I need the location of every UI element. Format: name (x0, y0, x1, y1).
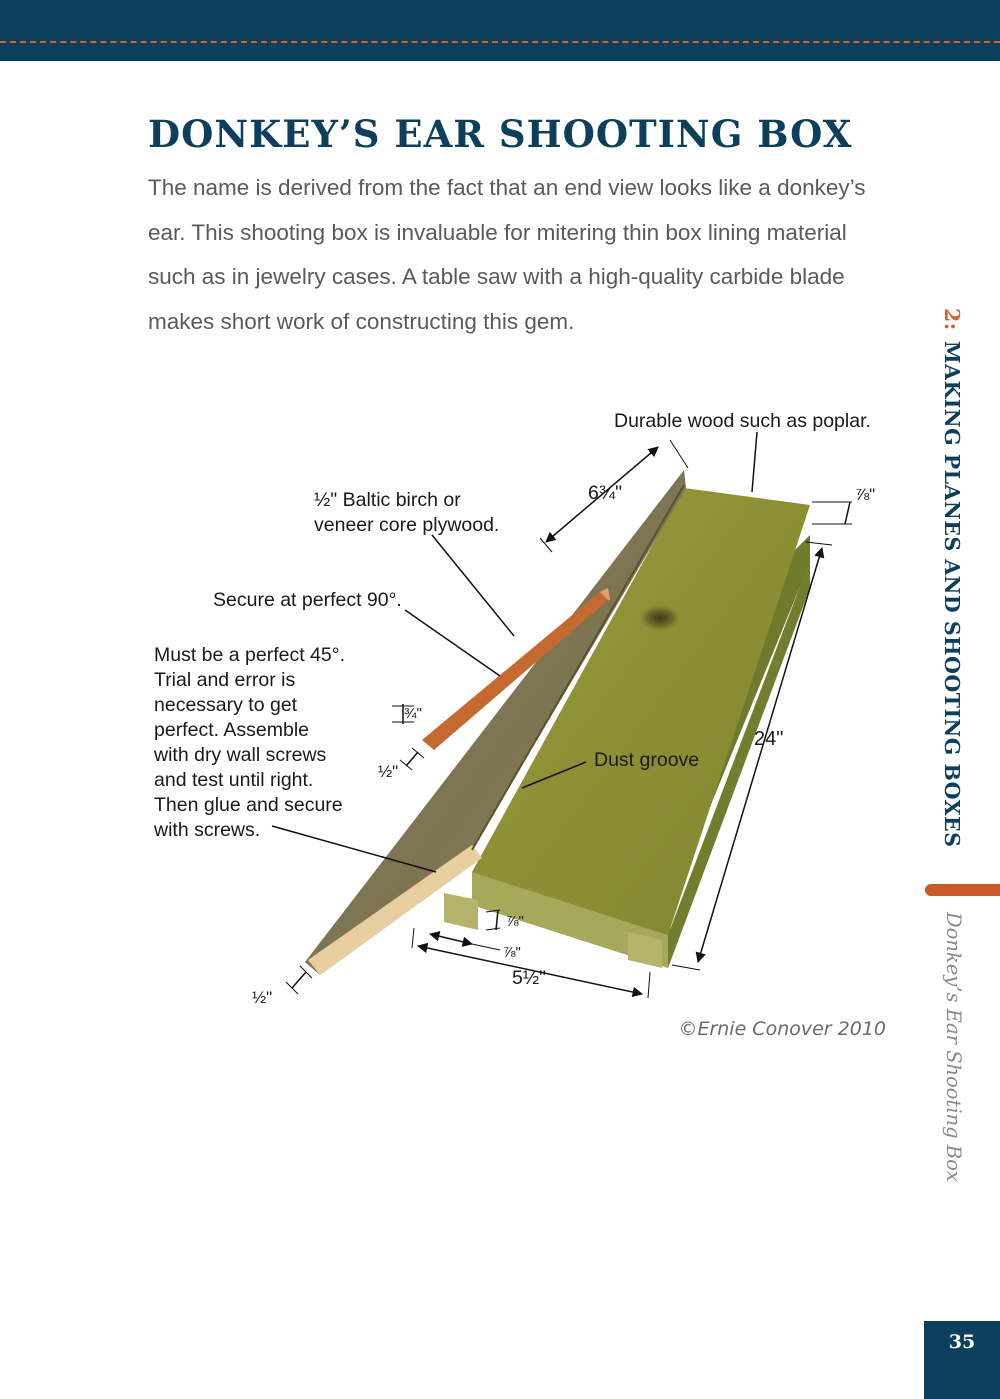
label-length: 24" (754, 728, 784, 750)
label-dust-groove: Dust groove (594, 749, 700, 771)
leader-secure-90 (405, 610, 500, 676)
label-note-line: Must be a perfect 45°. (154, 644, 345, 666)
label-foot-width: ⅞" (503, 944, 521, 961)
label-note-line: with screws. (154, 819, 261, 841)
dimension-bar (845, 502, 850, 524)
dimension-extension (472, 944, 500, 950)
dimension-bar (406, 752, 418, 766)
label-note-line: perfect. Assemble (154, 719, 309, 741)
label-note-line: Trial and error is (154, 669, 296, 691)
label-note-line: with dry wall screws (154, 744, 327, 766)
leader-durable-wood (752, 432, 757, 492)
label-secure-90: Secure at perfect 90°. (213, 589, 402, 611)
dimension-tick (540, 538, 552, 552)
chapter-title: MAKING PLANES AND SHOOTING BOXES (940, 340, 964, 848)
dimension-bar (292, 972, 306, 988)
page-number-badge (924, 1321, 1000, 1399)
label-three-quarter: ¾" (404, 705, 422, 722)
label-width-top: 6¾" (588, 482, 623, 504)
intro-line: ear. This shooting box is invaluable for mitering thin box lining material (148, 219, 847, 245)
label-half-board: ½" (252, 988, 273, 1007)
dimension-tick (486, 928, 500, 930)
leader-plywood (432, 535, 514, 636)
dimension-tick (672, 965, 700, 970)
wood-knot (638, 604, 682, 632)
intro-line: makes short work of constructing this gem. (148, 308, 575, 334)
label-plywood-line1: ½" Baltic birch or (314, 489, 461, 511)
label-plywood-line2: veneer core plywood. (314, 514, 500, 536)
label-base-width: 5½" (512, 967, 547, 989)
illustration-credit: ©Ernie Conover 2010 (678, 1018, 886, 1040)
dimension-tick (648, 972, 650, 998)
dimension-bar (496, 910, 498, 930)
page-number: 35 (948, 1331, 976, 1353)
section-title: Donkey’s Ear Shooting Box (942, 912, 965, 1182)
page-title: DONKEY’S EAR SHOOTING BOX (148, 112, 853, 156)
chapter-number: 2: (940, 308, 964, 331)
label-note-line: and test until right. (154, 769, 314, 791)
dimension-tick (670, 440, 688, 468)
dimension-tick (412, 928, 414, 948)
dimension-arrow-foot-width (430, 934, 472, 944)
label-note-line: necessary to get (154, 694, 298, 716)
label-foot-height: ⅞" (506, 913, 524, 930)
intro-line: such as in jewelry cases. A table saw with a high-quality carbide blade (148, 264, 845, 289)
label-durable-wood: Durable wood such as poplar. (614, 410, 871, 432)
label-half-fence: ½" (378, 762, 399, 781)
label-seven-eighths-top: ⅞" (855, 485, 876, 504)
intro-line: The name is derived from the fact that an end view looks like a donkey’s (148, 175, 866, 200)
label-note-line: Then glue and secure (154, 794, 343, 816)
